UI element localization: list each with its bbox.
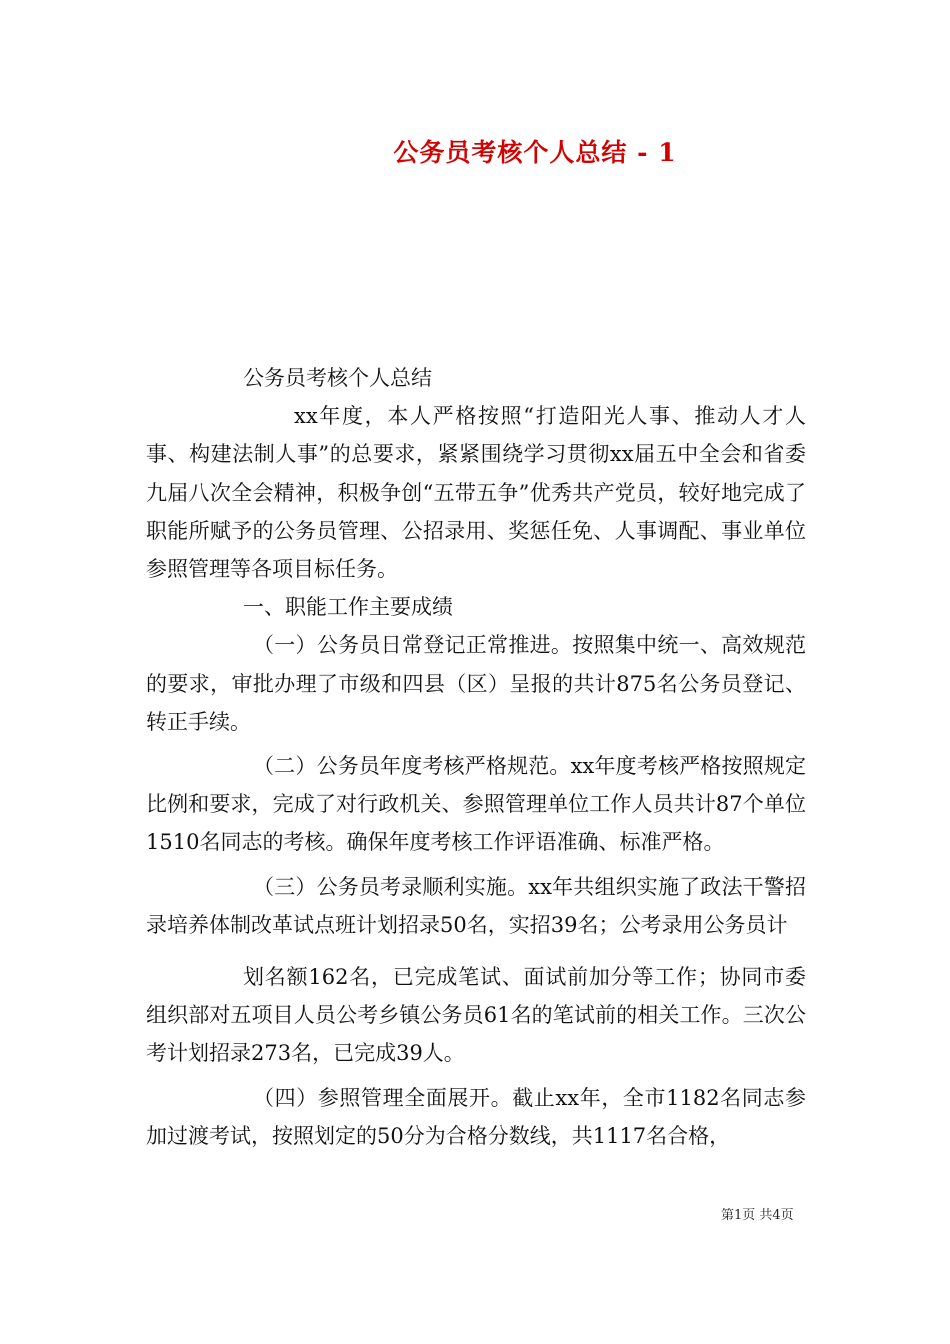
item-paragraph-2: （二）公务员年度考核严格规范。xx年度考核严格按照规定比例和要求，完成了对行政机关、参照管理单位工作人员共计87个单位1510名同志的考核。确保年度考核工作评语准确、标准严格。 bbox=[146, 754, 806, 855]
page-number-footer: 第1页 共4页 bbox=[721, 1208, 794, 1223]
item-paragraph-3-continued: 划名额162名，已完成笔试、面试前加分等工作；协同市委组织部对五项目人员公考乡镇公务员61名的笔试前的相关工作。三次公考计划招录273名，已完成39人。 bbox=[146, 965, 806, 1066]
intro-paragraph: xx年度，本人严格按照“打造阳光人事、推动人才人事、构建法制人事”的总要求，紧紧围绕学习贯彻xx届五中全会和省委九届八次全会精神，积极争创“五带五争”优秀共产党员，较好地完成了职能所赋予的公务员管理、公招录用、奖惩任免、人事调配、事业单位参照管理等各项目标任务。 bbox=[146, 404, 806, 582]
document-body bbox=[146, 359, 806, 1155]
item-paragraph-4: （四）参照管理全面展开。截止xx年，全市1182名同志参加过渡考试，按照划定的50分为合格分数线，共1117名合格， bbox=[146, 1085, 806, 1148]
section-heading: 一、职能工作主要成绩 bbox=[243, 595, 453, 620]
document-subtitle: 公务员考核个人总结 bbox=[243, 366, 432, 390]
item-paragraph-1: （一）公务员日常登记正常推进。按照集中统一、高效规范的要求，审批办理了市级和四县（区）呈报的共计875名公务员登记、转正手续。 bbox=[146, 633, 806, 734]
item-paragraph-3: （三）公务员考录顺利实施。xx年共组织实施了政法干警招录培养体制改革试点班计划招录50名，实招39名；公考录用公务员计 bbox=[146, 874, 806, 937]
document-title: 公务员考核个人总结 - 1 bbox=[393, 138, 677, 167]
